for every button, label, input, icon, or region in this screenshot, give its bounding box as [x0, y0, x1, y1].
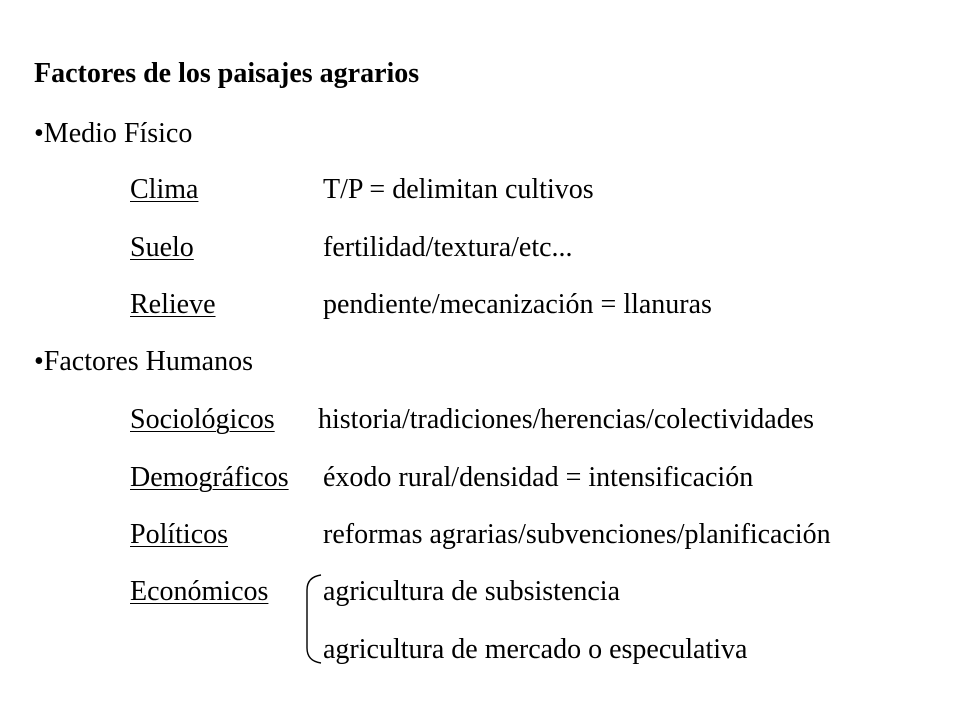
factor-desc-relieve: pendiente/mecanización = llanuras	[323, 289, 712, 320]
bullet-medio-fisico: •Medio Físico	[34, 118, 193, 149]
bullet-factores-humanos: •Factores Humanos	[34, 346, 253, 377]
factor-desc-economicos-1: agricultura de subsistencia	[323, 576, 621, 607]
factor-desc-clima: T/P = delimitan cultivos	[323, 174, 594, 205]
factor-term-sociologicos: Sociológicos	[130, 404, 275, 435]
factor-desc-politicos: reformas agrarias/subvenciones/planificación	[323, 519, 831, 550]
factor-desc-demograficos: éxodo rural/densidad = intensificación	[323, 462, 754, 493]
factor-term-economicos: Económicos	[130, 576, 269, 607]
factor-term-suelo: Suelo	[130, 232, 194, 263]
bracket-icon	[303, 574, 323, 664]
factor-desc-suelo: fertilidad/textura/etc...	[323, 232, 573, 263]
factor-term-relieve: Relieve	[130, 289, 216, 320]
factor-desc-sociologicos: historia/tradiciones/herencias/colectividades	[318, 404, 815, 435]
factor-term-clima: Clima	[130, 174, 199, 205]
factor-term-politicos: Políticos	[130, 519, 229, 550]
factor-term-demograficos: Demográficos	[130, 462, 289, 493]
slide-title: Factores de los paisajes agrarios	[34, 58, 420, 89]
factor-desc-economicos-2: agricultura de mercado o especulativa	[323, 634, 748, 665]
